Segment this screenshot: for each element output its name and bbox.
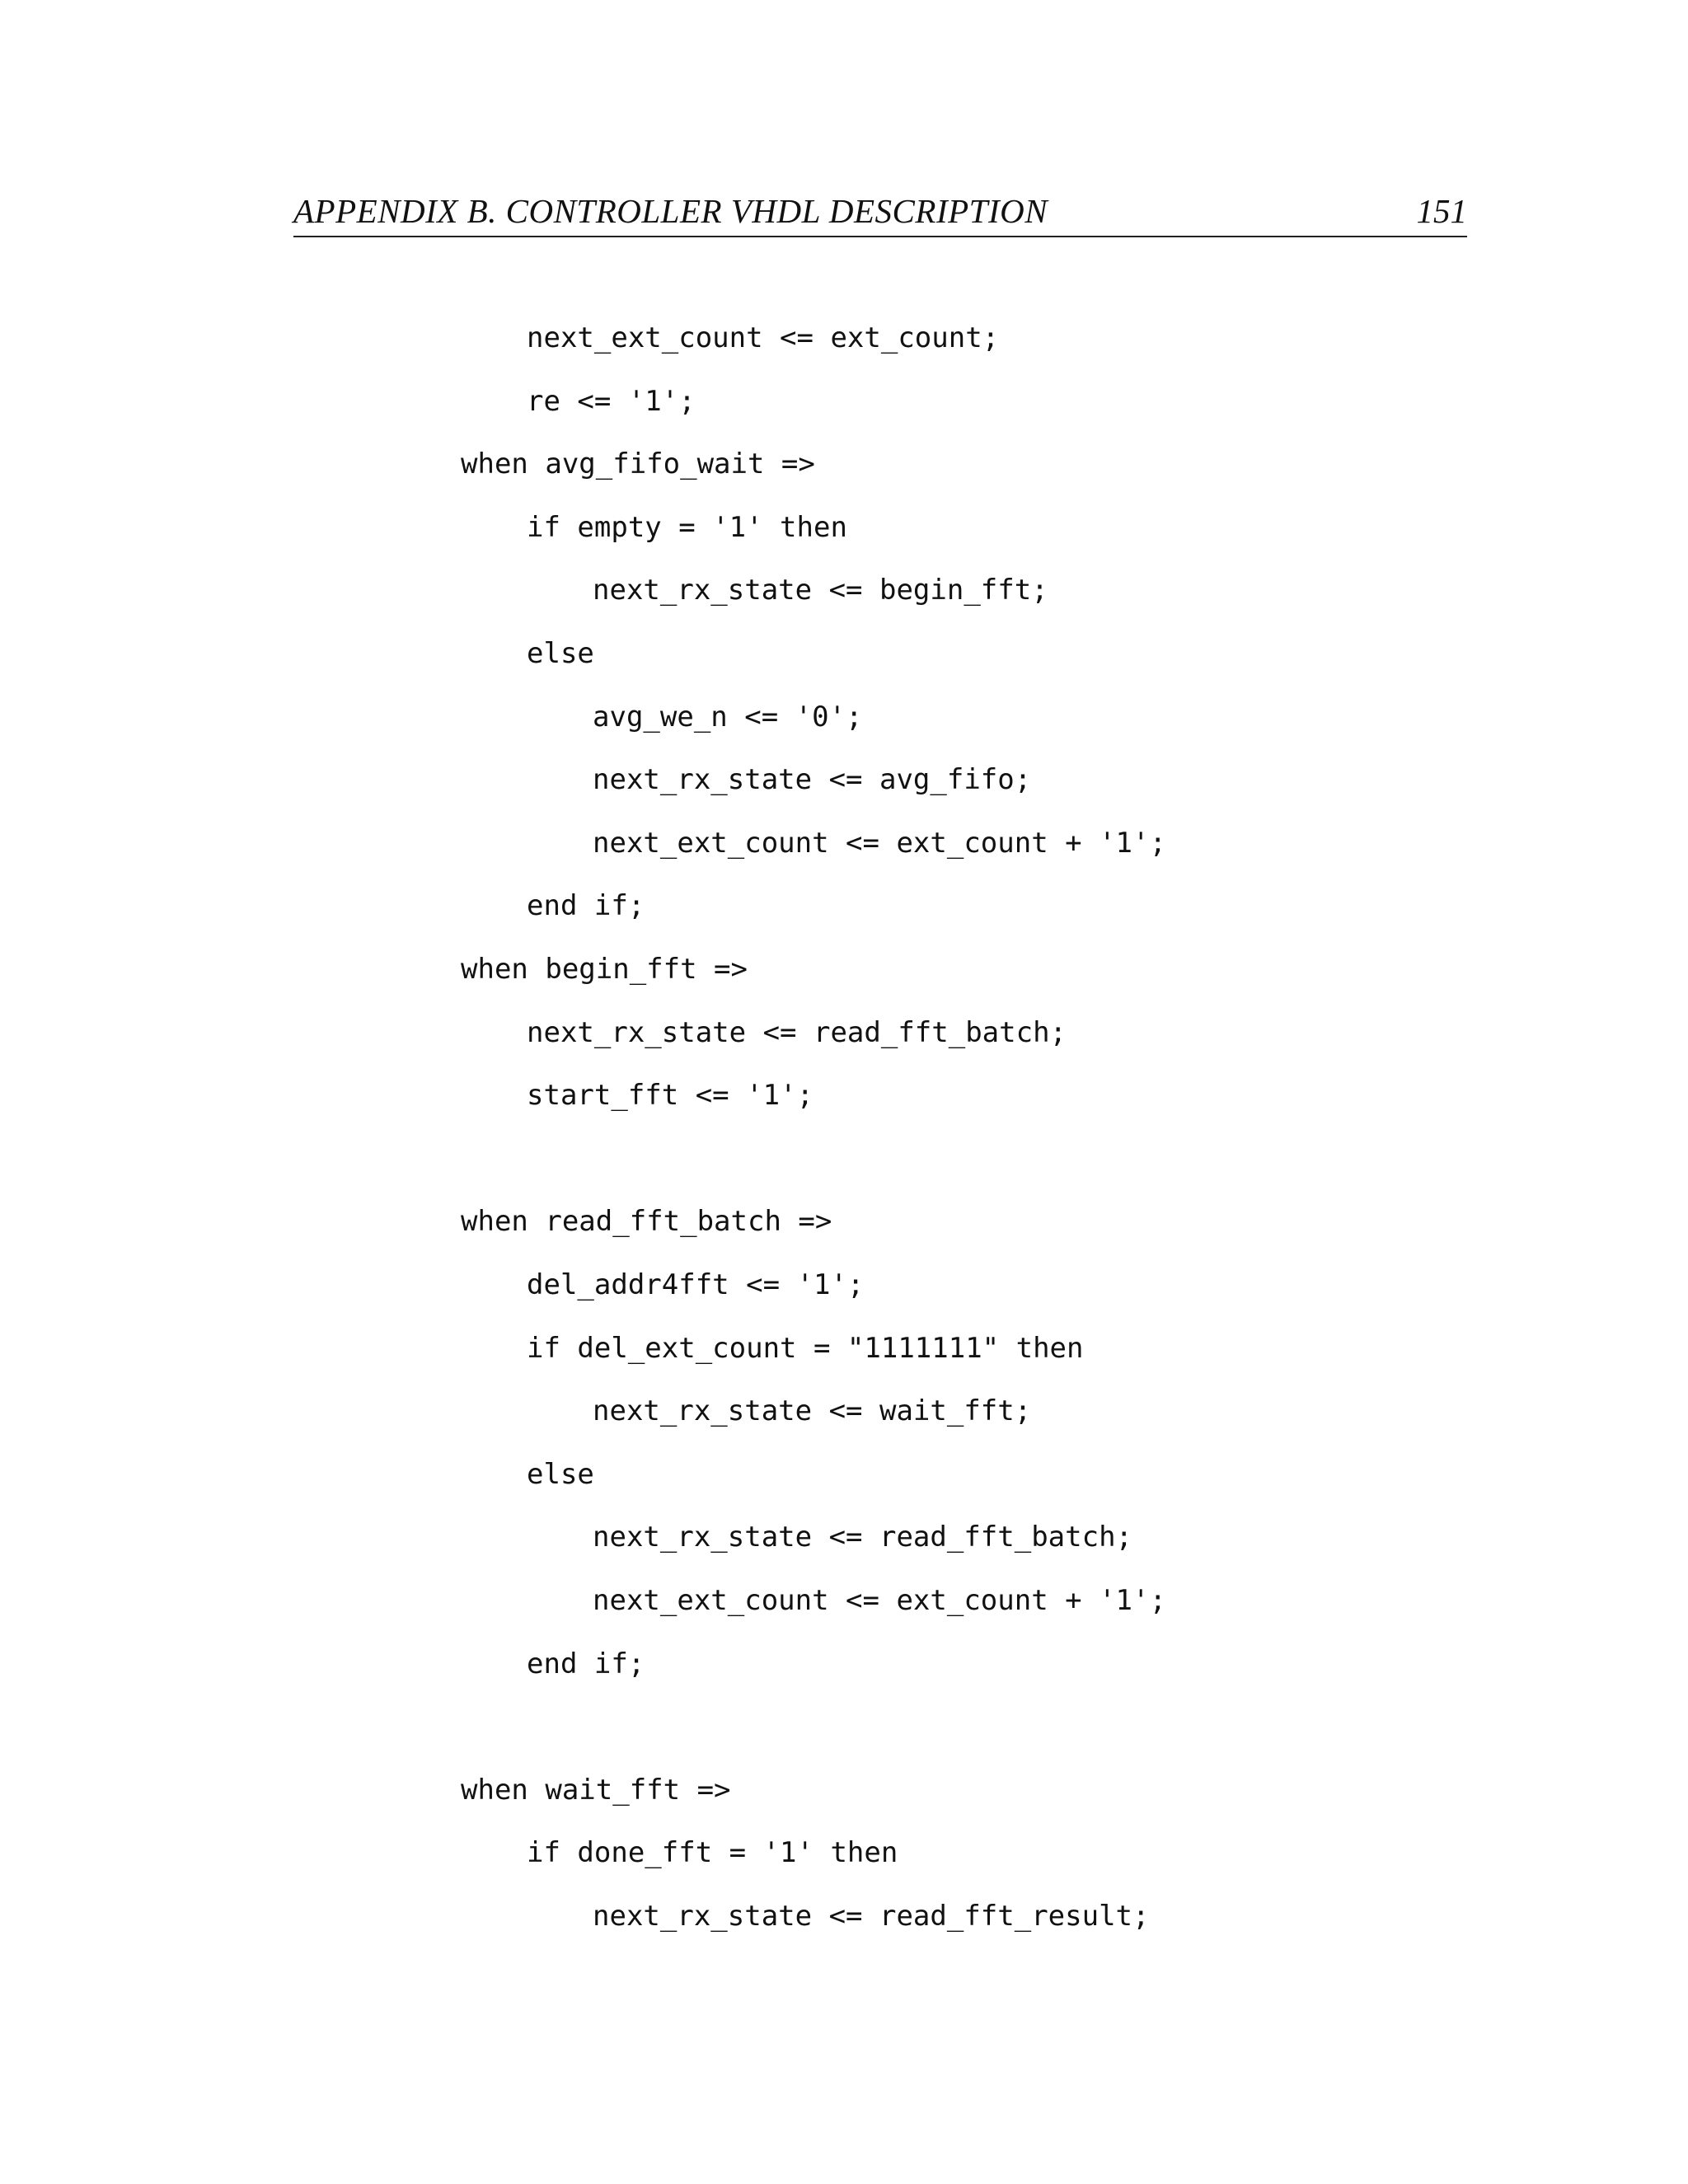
code-line: next_rx_state <= read_fft_result; — [593, 1900, 1150, 1933]
code-line: del_addr4fft <= '1'; — [527, 1268, 865, 1301]
code-line: when avg_fifo_wait => — [461, 448, 815, 481]
code-line: next_rx_state <= read_fft_batch; — [527, 1015, 1067, 1049]
code-line: next_rx_state <= begin_fft; — [593, 574, 1048, 607]
code-line: when wait_fft => — [461, 1773, 731, 1807]
code-line: if done_fft = '1' then — [527, 1836, 898, 1870]
code-line: when read_fft_batch => — [461, 1205, 832, 1239]
code-line: next_rx_state <= read_fft_batch; — [593, 1521, 1133, 1554]
code-line: next_rx_state <= wait_fft; — [593, 1394, 1032, 1428]
code-line: next_rx_state <= avg_fifo; — [593, 763, 1032, 797]
code-line: next_ext_count <= ext_count; — [527, 321, 1000, 354]
code-line: end if; — [527, 889, 645, 923]
code-line: when begin_fft => — [461, 953, 748, 986]
code-line: next_ext_count <= ext_count + '1'; — [593, 826, 1166, 860]
code-line: next_ext_count <= ext_count + '1'; — [593, 1584, 1166, 1617]
code-line: end if; — [527, 1647, 645, 1680]
code-line: start_fft <= '1'; — [527, 1079, 814, 1113]
code-line: re <= '1'; — [527, 384, 696, 418]
running-header-title: APPENDIX B. CONTROLLER VHDL DESCRIPTION — [293, 192, 1048, 230]
code-line: else — [527, 1457, 594, 1491]
code-line: if del_ext_count = "1111111" then — [527, 1331, 1084, 1365]
code-line: if empty = '1' then — [527, 510, 847, 544]
code-line: avg_we_n <= '0'; — [593, 700, 863, 733]
page-number: 151 — [1416, 192, 1467, 230]
code-line: else — [527, 637, 594, 670]
